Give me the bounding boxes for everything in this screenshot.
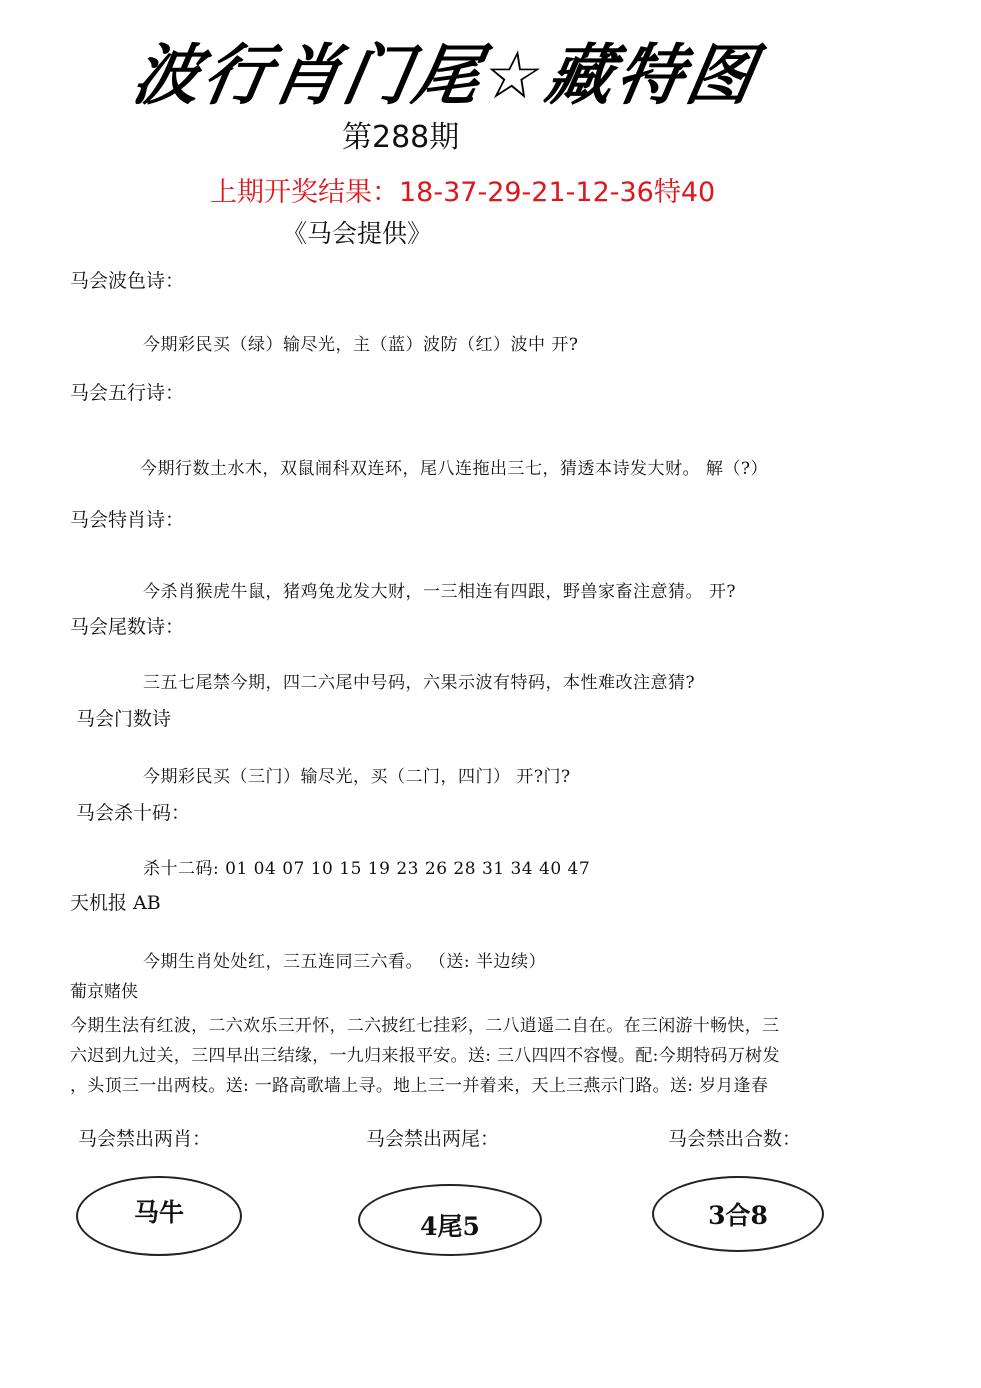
tail-number-text: 三五七尾禁今期，四二六尾中号码，六果示波有特码，本性难改注意猜? xyxy=(143,673,696,693)
five-elements-text: 今期行数土水木，双鼠闹科双连环，尾八连拖出三七，猜透本诗发大财。 解（?） xyxy=(140,459,769,479)
ban-two-tails-oval xyxy=(358,1184,542,1256)
provider-label: 《马会提供》 xyxy=(282,219,433,248)
ban-sum-number-oval xyxy=(652,1176,824,1252)
tianji-heading: 天机报 AB xyxy=(70,892,161,914)
last-draw-result: 上期开奖结果：18-37-29-21-12-36特40 xyxy=(210,177,716,208)
door-number-heading: 马会门数诗 xyxy=(76,708,172,730)
tail-number-heading: 马会尾数诗： xyxy=(70,616,185,638)
ban-two-zodiac-label: 马会禁出两肖： xyxy=(78,1128,212,1150)
putao-line-3: ，头顶三一出两枝。送: 一路高歌墙上寻。地上三一并着来，天上三燕示门路。送: 岁月逢春 xyxy=(70,1076,769,1096)
kill-ten-text: 杀十二码: 01 04 07 10 15 19 23 26 28 31 34 40 47 xyxy=(143,859,591,879)
special-zodiac-heading: 马会特肖诗： xyxy=(70,509,185,531)
ban-two-tails-value: 4尾5 xyxy=(420,1212,480,1241)
page-title: 波行肖门尾☆藏特图 xyxy=(127,37,764,114)
putao-heading: 葡京赌侠 xyxy=(70,982,138,1002)
wave-color-text: 今期彩民买（绿）输尽光，主（蓝）波防（红）波中 开? xyxy=(143,335,579,355)
tianji-text: 今期生肖处处红，三五连同三六看。 （送: 半边续） xyxy=(143,952,547,972)
ban-sum-number-value: 3合8 xyxy=(708,1201,768,1230)
door-number-text: 今期彩民买（三门）输尽光，买（二门，四门） 开?门? xyxy=(143,767,571,787)
putao-line-1: 今期生法有红波，二六欢乐三开怀，二六披红七挂彩，二八逍遥二自在。在三闲游十畅快，三 xyxy=(70,1016,780,1036)
ban-sum-number-label: 马会禁出合数： xyxy=(668,1128,802,1150)
special-zodiac-text: 今杀肖猴虎牛鼠，猪鸡兔龙发大财，一三相连有四跟，野兽家畜注意猜。 开? xyxy=(143,582,737,602)
kill-ten-heading: 马会杀十码： xyxy=(76,802,191,824)
putao-line-2: 六迟到九过关，三四早出三结缘，一九归来报平安。送: 三八四四不容慢。配:今期特码万树发 xyxy=(70,1046,780,1066)
five-elements-heading: 马会五行诗： xyxy=(70,382,185,404)
issue-number: 第288期 xyxy=(342,120,460,155)
ban-two-zodiac-oval xyxy=(76,1176,242,1256)
ban-two-zodiac-value: 马牛 xyxy=(133,1198,184,1227)
wave-color-heading: 马会波色诗： xyxy=(70,270,185,292)
ban-two-tails-label: 马会禁出两尾： xyxy=(366,1128,500,1150)
